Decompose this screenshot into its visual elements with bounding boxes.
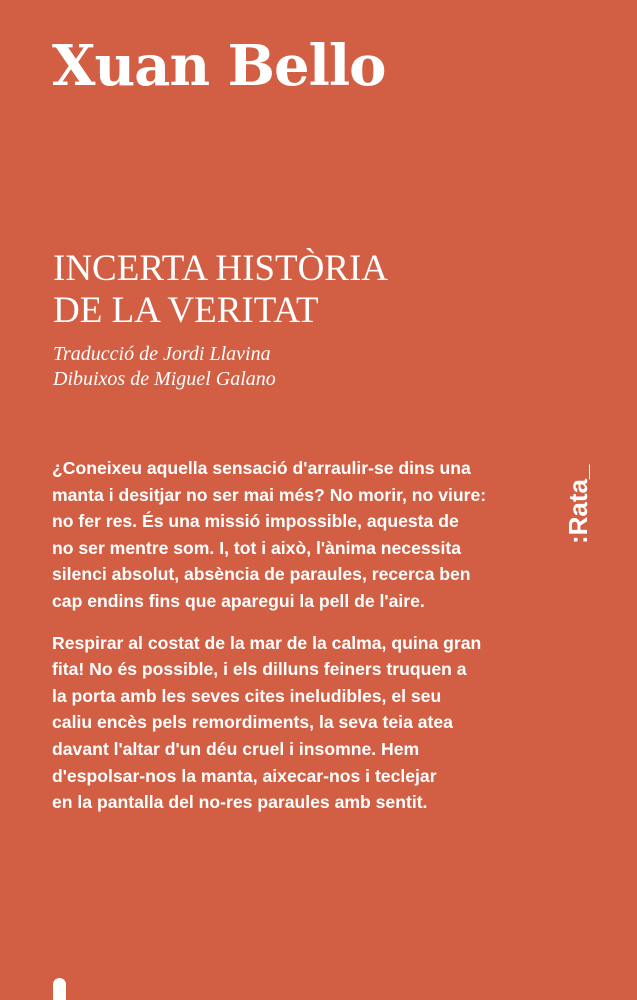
book-title [53,248,388,332]
blurb-line: cap endins fins que aparegui la pell de l'aire. [52,590,425,611]
blurb-line: davant l'altar d'un déu cruel i insomne. Hem [52,738,420,759]
blurb [52,455,522,831]
translator-credit: Traducció de Jordi Llavina [53,343,271,365]
book-title-line-2: DE LA VERITAT [53,290,319,331]
credits [53,342,276,392]
blurb-line: la porta amb les seves cites ineludibles, el seu [52,685,442,706]
blurb-line: en la pantalla del no-res paraules amb sentit. [52,792,428,813]
blurb-paragraph-2 [52,630,522,816]
blurb-paragraph-1 [52,455,522,615]
book-title-line-1: INCERTA HISTÒRIA [53,248,389,289]
blurb-line: no ser mentre som. I, tot i això, l'ànima necessita [52,537,461,558]
blurb-line: manta i desitjar no ser mai més? No morir, no viure: [52,484,487,505]
illustrator-credit: Dibuixos de Miguel Galano [53,368,276,390]
blurb-line: no fer res. És una missió impossible, aquesta de [52,511,459,532]
blurb-line: fita! No és possible, i els dilluns feiners truquen a [52,659,467,680]
blurb-line: Respirar al costat de la mar de la calma, quina gran [52,632,482,653]
blurb-line: d'espolsar-nos la manta, aixecar-nos i teclejar [52,765,437,786]
blurb-line: caliu encès pels remordiments, la seva teia atea [52,712,453,733]
author-name: Xuan Bello [52,33,386,99]
blurb-line: ¿Coneixeu aquella sensació d'arraulir-se dins una [52,458,471,478]
publisher-logo: :Rata_ [563,464,593,544]
blurb-line: silenci absolut, absència de paraules, recerca ben [52,564,471,585]
bookmark-tab-icon [53,978,66,1000]
